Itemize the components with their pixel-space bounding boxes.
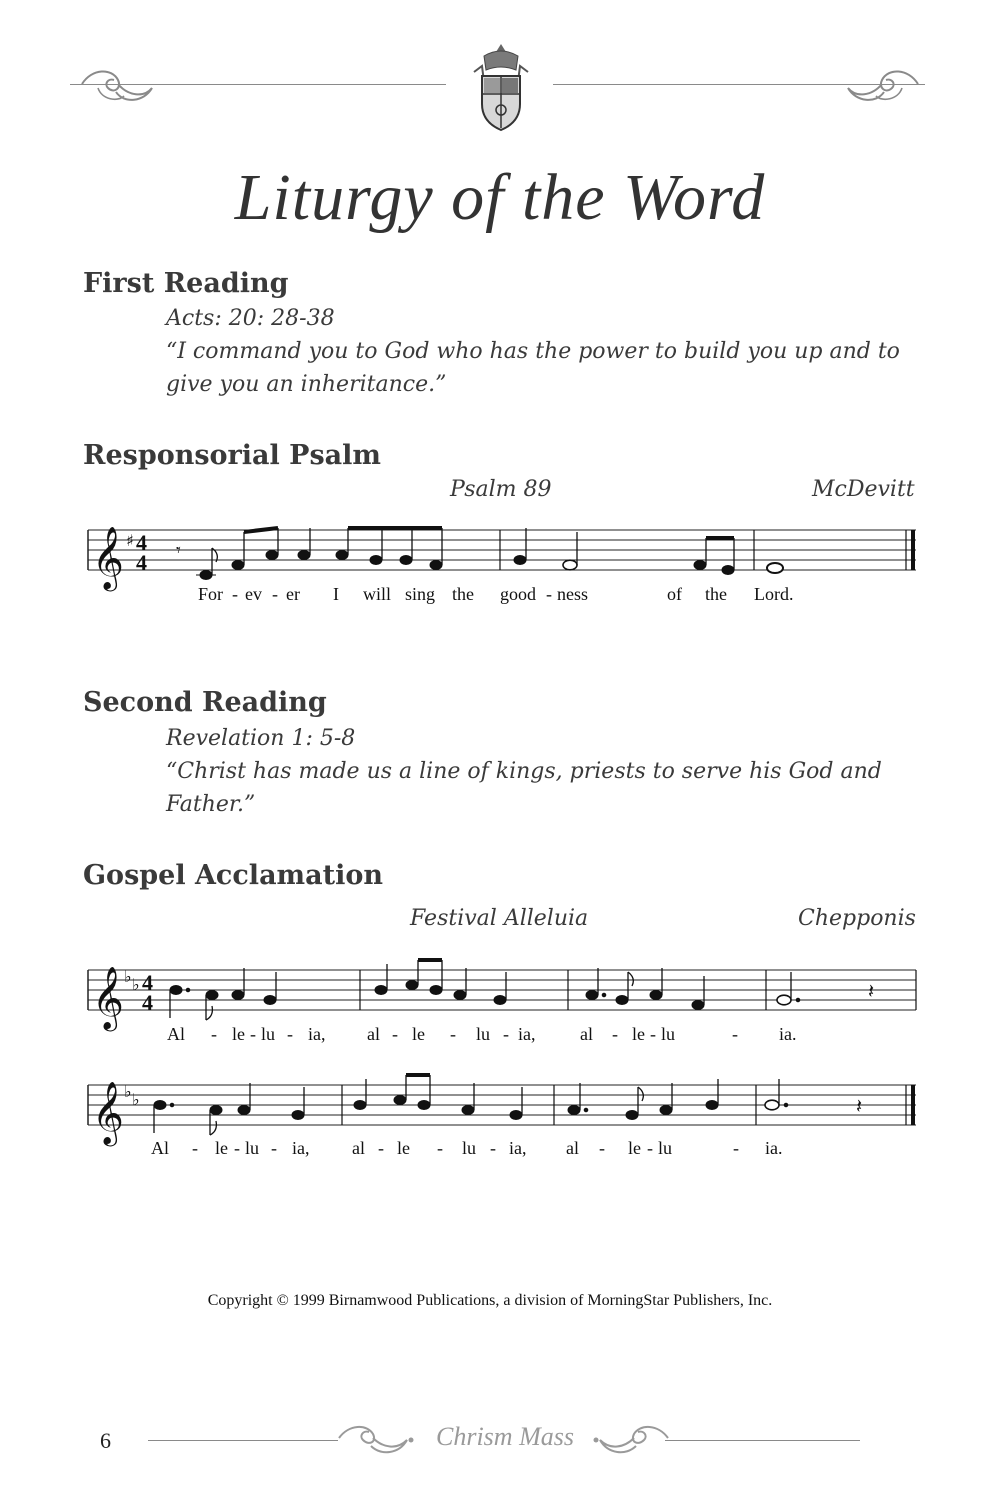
lyric-syllable: ia, bbox=[292, 1138, 310, 1158]
lyric-syllable: ia, bbox=[518, 1024, 536, 1044]
svg-text:𝄽: 𝄽 bbox=[868, 979, 875, 1003]
lyric-hyphen: - bbox=[650, 1024, 656, 1044]
footer-title: Chrism Mass bbox=[436, 1422, 574, 1451]
lyric-hyphen: - bbox=[599, 1138, 605, 1158]
gospel-acclamation-heading: Gospel Acclamation bbox=[83, 860, 383, 891]
lyric-syllable: le bbox=[215, 1138, 228, 1158]
psalm-setting: Psalm 89 bbox=[450, 477, 552, 502]
first-reading-heading: First Reading bbox=[83, 268, 289, 299]
lyric-syllable: le bbox=[628, 1138, 641, 1158]
svg-text:♭: ♭ bbox=[124, 1082, 132, 1101]
lyric-hyphen: - bbox=[287, 1024, 293, 1044]
lyric-syllable: lu bbox=[245, 1138, 260, 1158]
lyric-syllable: al bbox=[566, 1138, 579, 1158]
acclamation-staff-line-2 bbox=[88, 1075, 918, 1145]
lyric-syllable: le bbox=[232, 1024, 245, 1044]
svg-text:4: 4 bbox=[136, 550, 147, 575]
lyric-hyphen: - bbox=[450, 1024, 456, 1044]
lyric-hyphen: - bbox=[272, 584, 278, 604]
footer-rule-right bbox=[665, 1440, 860, 1441]
page-number: 6 bbox=[100, 1428, 111, 1453]
svg-text:𝄽: 𝄽 bbox=[856, 1094, 863, 1118]
scroll-flourish-icon bbox=[78, 62, 158, 108]
lyric-syllable: good bbox=[500, 584, 536, 604]
lyric-hyphen: - bbox=[192, 1138, 198, 1158]
coat-of-arms-icon bbox=[470, 42, 532, 134]
lyric-syllable: al bbox=[352, 1138, 365, 1158]
lyric-syllable: Al bbox=[151, 1138, 169, 1158]
lyric-hyphen: - bbox=[647, 1138, 653, 1158]
page-title: Liturgy of the Word bbox=[234, 161, 766, 234]
lyric-syllable: ia. bbox=[765, 1138, 783, 1158]
svg-text:♯: ♯ bbox=[126, 531, 134, 550]
lyric-syllable: For bbox=[198, 584, 224, 604]
copyright-notice: Copyright © 1999 Birnamwood Publications, a division of MorningStar Publishers, Inc. bbox=[207, 1292, 773, 1309]
svg-text:♭: ♭ bbox=[132, 975, 140, 994]
lyric-syllable: ness bbox=[557, 584, 588, 604]
lyric-hyphen: - bbox=[503, 1024, 509, 1044]
lyric-syllable: ev bbox=[245, 584, 262, 604]
footer-rule-left bbox=[148, 1440, 338, 1441]
lyric-syllable: le bbox=[397, 1138, 410, 1158]
lyric-syllable: ia, bbox=[308, 1024, 326, 1044]
scroll-flourish-icon bbox=[842, 62, 922, 108]
scroll-flourish-icon bbox=[335, 1418, 415, 1458]
acclamation-setting: Festival Alleluia bbox=[410, 906, 589, 931]
lyric-syllable: le bbox=[412, 1024, 425, 1044]
lyric-hyphen: - bbox=[612, 1024, 618, 1044]
lyric-syllable: lu bbox=[476, 1024, 491, 1044]
lyric-syllable: the bbox=[452, 584, 474, 604]
svg-text:𝄾: 𝄾 bbox=[176, 540, 181, 561]
psalm-composer: McDevitt bbox=[812, 477, 915, 502]
lyric-hyphen: - bbox=[250, 1024, 256, 1044]
lyric-hyphen: - bbox=[392, 1024, 398, 1044]
lyric-syllable: lu bbox=[661, 1024, 676, 1044]
lyric-syllable: of bbox=[667, 584, 682, 604]
lyric-syllable: Lord. bbox=[754, 584, 794, 604]
svg-text:4: 4 bbox=[142, 990, 153, 1015]
lyric-hyphen: - bbox=[546, 584, 552, 604]
lyric-syllable: le bbox=[632, 1024, 645, 1044]
lyric-syllable: Al bbox=[167, 1024, 185, 1044]
second-reading-heading: Second Reading bbox=[83, 687, 327, 718]
scroll-flourish-icon bbox=[592, 1418, 672, 1458]
acclamation-composer: Chepponis bbox=[798, 906, 916, 931]
lyric-syllable: ia, bbox=[509, 1138, 527, 1158]
svg-text:♭: ♭ bbox=[132, 1090, 140, 1109]
responsorial-psalm-heading: Responsorial Psalm bbox=[83, 440, 382, 471]
lyric-hyphen: - bbox=[271, 1138, 277, 1158]
lyric-syllable: ia. bbox=[779, 1024, 797, 1044]
lyric-syllable: sing bbox=[405, 584, 436, 604]
lyric-hyphen: - bbox=[490, 1138, 496, 1158]
svg-text:𝄞: 𝄞 bbox=[92, 1081, 124, 1144]
lyric-syllable: lu bbox=[261, 1024, 276, 1044]
lyric-syllable: al bbox=[367, 1024, 380, 1044]
lyric-hyphen: - bbox=[437, 1138, 443, 1158]
lyric-hyphen: - bbox=[732, 1024, 738, 1044]
lyric-syllable: the bbox=[705, 584, 727, 604]
svg-text:4: 4 bbox=[142, 970, 153, 995]
lyric-hyphen: - bbox=[378, 1138, 384, 1158]
lyric-syllable: er bbox=[286, 584, 300, 604]
svg-text:𝄞: 𝄞 bbox=[92, 526, 124, 589]
acclamation-staff-line-1 bbox=[88, 960, 918, 1030]
second-reading-quote: “Christ has made us a line of kings, priests to serve his God and Father.” bbox=[166, 759, 882, 817]
svg-text:♭: ♭ bbox=[124, 967, 132, 986]
svg-text:𝄞: 𝄞 bbox=[92, 966, 124, 1029]
svg-text:4: 4 bbox=[136, 530, 147, 555]
second-reading-reference: Revelation 1: 5-8 bbox=[166, 726, 356, 751]
lyric-hyphen: - bbox=[211, 1024, 217, 1044]
lyric-syllable: lu bbox=[658, 1138, 673, 1158]
lyric-syllable: lu bbox=[462, 1138, 477, 1158]
lyric-syllable: al bbox=[580, 1024, 593, 1044]
lyric-syllable: I bbox=[333, 584, 339, 604]
first-reading-reference: Acts: 20: 28-38 bbox=[166, 306, 335, 331]
psalm-music-staff bbox=[88, 520, 918, 590]
first-reading-quote: “I command you to God who has the power to build you up and to give you an inheritance.” bbox=[166, 339, 900, 397]
lyric-hyphen: - bbox=[232, 584, 238, 604]
lyric-syllable: will bbox=[363, 584, 392, 604]
lyric-hyphen: - bbox=[733, 1138, 739, 1158]
lyric-hyphen: - bbox=[234, 1138, 240, 1158]
